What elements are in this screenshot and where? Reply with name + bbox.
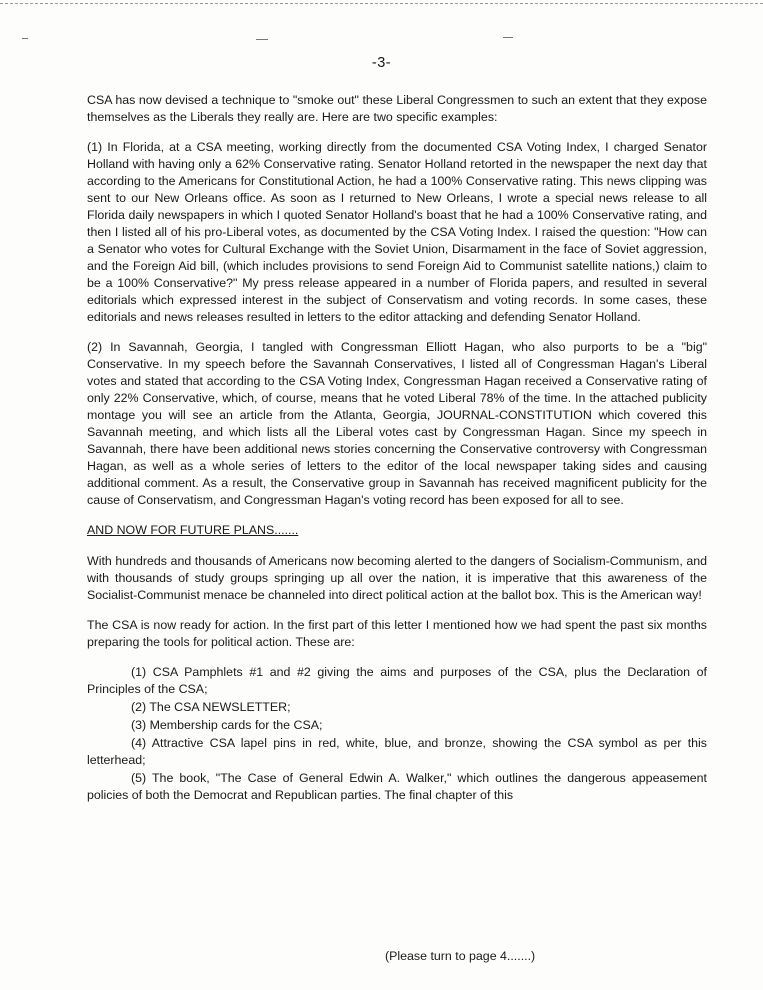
page-number: -3- xyxy=(371,55,392,71)
scan-mark xyxy=(503,37,513,38)
page-footer: (Please turn to page 4.......) xyxy=(385,949,536,963)
section-heading: AND NOW FOR FUTURE PLANS....... xyxy=(87,523,299,537)
awareness-paragraph: With hundreds and thousands of Americans now becoming alerted to the dangers of Socialism-Communism, and with thousands of study groups springing up all over the nation, it is imperative that this awareness of the Socialist-Communist menace be channeled into direct political action at the ballot box. This is the American way! xyxy=(87,554,707,602)
list-item: (1) CSA Pamphlets #1 and #2 giving the aims and purposes of the CSA, plus the Declaration of Principles of the CSA; xyxy=(87,665,707,696)
body-text xyxy=(87,92,707,805)
scan-mark xyxy=(22,38,28,39)
list-item: (2) The CSA NEWSLETTER; xyxy=(131,700,291,714)
list-item: (4) Attractive CSA lapel pins in red, white, blue, and bronze, showing the CSA symbol as per this letterhead; xyxy=(87,736,707,767)
list-item: (5) The book, "The Case of General Edwin A. Walker," which outlines the dangerous appeasement policies of both the Democrat and Republican parties. The final chapter of this xyxy=(87,771,707,802)
scan-mark xyxy=(256,39,268,40)
page-top-edge xyxy=(0,3,763,4)
intro-paragraph: CSA has now devised a technique to "smoke out" these Liberal Congressmen to such an extent that they expose themselves as the Liberals they really are. Here are two specific examples: xyxy=(87,93,707,124)
tools-intro-paragraph: The CSA is now ready for action. In the first part of this letter I mentioned how we had spent the past six months preparing the tools for political action. These are: xyxy=(87,618,707,649)
florida-example-paragraph: (1) In Florida, at a CSA meeting, working directly from the documented CSA Voting Index, I charged Senator Holland with having only a 62% Conservative rating. Senator Holland retorted in the newspaper the next day that according to the Americans for Constitutional Action, he had a 100% Conservative rating. This news clipping was sent to our New Orleans office. As soon as I returned to New Orleans, I wrote a special news release to all Florida daily newspapers in which I quoted Senator Holland's boast that he had a 100% Conservative rating, and then I listed all of his pro-Liberal votes, as documented by the CSA Voting Index. I raised the question: "How can a Senator who votes for Cultural Exchange with the Soviet Union, Disarmament in the face of Soviet aggression, and the Foreign Aid bill, (which includes provisions to send Foreign Aid to Communist satellite nations,) claim to be a 100% Conservative?" My press release appeared in a number of Florida papers, and resulted in several editorials which expressed interest in the subject of Conservatism and voting records. In some cases, these editorials and news releases resulted in letters to the editor attacking and defending Senator Holland. xyxy=(87,140,707,324)
list-item: (3) Membership cards for the CSA; xyxy=(131,718,323,732)
savannah-example-paragraph: (2) In Savannah, Georgia, I tangled with Congressman Elliott Hagan, who also purports to be a "big" Conservative. In my speech before the Savannah Conservatives, I listed all of Congressman Hagan's Liberal votes and stated that according to the CSA Voting Index, Congressman Hagan received a Conservative rating of only 22% Conservative, which, of course, means that he voted Liberal 78% of the time. In the attached publicity montage you will see an article from the Atlanta, Georgia, JOURNAL-CONSTITUTION which covered this Savannah meeting, and which lists all the Liberal votes cast by Congressman Hagan. Since my speech in Savannah, there have been additional news stories concerning the Conservative controversy with Congressman Hagan, as well as a whole series of letters to the editor of the local newspaper taking sides and causing additional comment. As a result, the Conservative group in Savannah has received magnificent publicity for the cause of Conservatism, and Congressman Hagan's voting record has been exposed for all to see. xyxy=(87,340,707,507)
